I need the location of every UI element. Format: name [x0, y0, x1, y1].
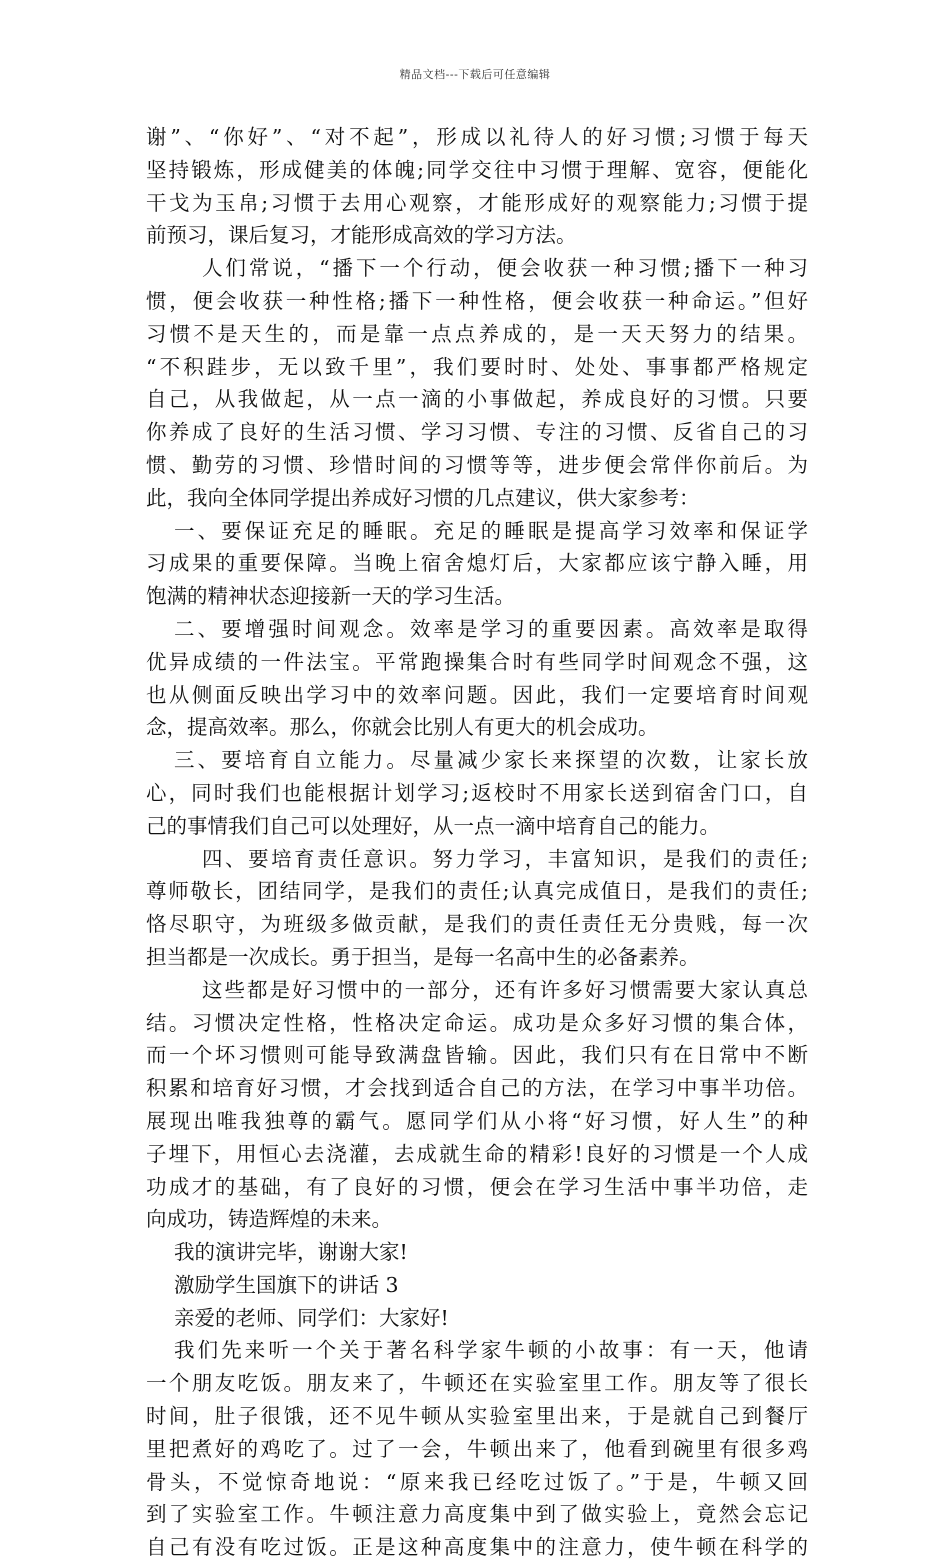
text-line: 坚持锻炼，形成健美的体魄;同学交往中习惯于理解、宽容，便能化 — [146, 157, 808, 182]
text-line: 子埋下，用恒心去浇灌，去成就生命的精彩!良好的习惯是一个人成 — [146, 1141, 808, 1166]
text-line: 里把煮好的鸡吃了。过了一会，牛顿出来了，他看到碗里有很多鸡 — [146, 1436, 808, 1461]
text-line: 习成果的重要保障。当晚上宿舍熄灯后，大家都应该宁静入睡，用 — [146, 551, 808, 576]
text-line: 习惯不是天生的，而是靠一点点养成的，是一天天努力的结果。 — [146, 321, 808, 346]
text-line: 惯，便会收获一种性格;播下一种性格，便会收获一种命运。”但好 — [146, 288, 808, 313]
text-line: 饱满的精神状态迎接新一天的学习生活。 — [146, 584, 515, 609]
text-line: 我的演讲完毕，谢谢大家! — [174, 1240, 408, 1265]
text-line: 我们先来听一个关于著名科学家牛顿的小故事：有一天，他请 — [174, 1338, 808, 1363]
text-line: 自己有没有吃过饭。正是这种高度集中的注意力，使牛顿在科学的 — [146, 1535, 808, 1560]
text-line: 亲爱的老师、同学们：大家好! — [174, 1305, 449, 1330]
text-line: 这些都是好习惯中的一部分，还有许多好习惯需要大家认真总 — [202, 977, 808, 1002]
text-line: 向成功，铸造辉煌的未来。 — [146, 1207, 392, 1232]
text-line: 此，我向全体同学提出养成好习惯的几点建议，供大家参考： — [146, 485, 700, 510]
text-line: 谢”、“你好”、“对不起”，形成以礼待人的好习惯;习惯于每天 — [146, 125, 808, 149]
text-line: 到了实验室工作。牛顿注意力高度集中到了做实验上，竟然会忘记 — [146, 1502, 808, 1527]
text-line: 你养成了良好的生活习惯、学习习惯、专注的习惯、反省自己的习 — [146, 420, 808, 445]
document-body — [146, 121, 808, 1564]
text-line: 结。习惯决定性格，性格决定命运。成功是众多好习惯的集合体， — [146, 1010, 808, 1035]
text-line: 三、要培育自立能力。尽量减少家长来探望的次数，让家长放 — [174, 748, 808, 773]
page-header: 精品文档---下载后可任意编辑 — [399, 68, 551, 81]
text-line: 优异成绩的一件法宝。平常跑操集合时有些同学时间观念不强，这 — [146, 649, 808, 674]
text-line: 也从侧面反映出学习中的效率问题。因此，我们一定要培育时间观 — [146, 682, 808, 707]
text-line: 担当都是一次成长。勇于担当，是每一名高中生的必备素养。 — [146, 944, 700, 969]
text-line: 时间，肚子很饿，还不见牛顿从实验室里出来，于是就自己到餐厅 — [146, 1404, 808, 1429]
text-line: 心，同时我们也能根据计划学习;返校时不用家长送到宿舍门口，自 — [146, 780, 808, 805]
text-line: 功成才的基础，有了良好的习惯，便会在学习生活中事半功倍，走 — [146, 1174, 808, 1199]
text-line: 人们常说，“播下一个行动，便会收获一种习惯;播下一种习 — [202, 256, 808, 281]
text-line: 一个朋友吃饭。朋友来了，牛顿还在实验室里工作。朋友等了很长 — [146, 1371, 808, 1396]
text-line: “不积跬步，无以致千里”，我们要时时、处处、事事都严格规定 — [146, 354, 808, 379]
text-line: 二、要增强时间观念。效率是学习的重要因素。高效率是取得 — [174, 616, 808, 641]
text-line: 干戈为玉帛;习惯于去用心观察，才能形成好的观察能力;习惯于提 — [146, 190, 808, 215]
text-line: 一、要保证充足的睡眠。充足的睡眠是提高学习效率和保证学 — [174, 518, 808, 543]
text-line: 前预习，课后复习，才能形成高效的学习方法。 — [146, 223, 577, 248]
text-line: 念，提高效率。那么，你就会比别人有更大的机会成功。 — [146, 715, 659, 740]
text-line: 尊师敬长，团结同学，是我们的责任;认真完成值日，是我们的责任; — [146, 879, 808, 904]
text-line: 恪尽职守，为班级多做贡献，是我们的责任责任无分贵贱，每一次 — [146, 912, 808, 937]
text-line: 展现出唯我独尊的霸气。愿同学们从小将“好习惯，好人生”的种 — [146, 1108, 808, 1133]
text-line: 骨头，不觉惊奇地说：“原来我已经吃过饭了。”于是，牛顿又回 — [146, 1469, 808, 1494]
text-line: 己的事情我们自己可以处理好，从一点一滴中培育自己的能力。 — [146, 813, 720, 838]
text-line: 自己，从我做起，从一点一滴的小事做起，养成良好的习惯。只要 — [146, 387, 808, 412]
text-line: 四、要培育责任意识。努力学习，丰富知识，是我们的责任; — [202, 846, 808, 871]
text-line: 积累和培育好习惯，才会找到适合自己的方法，在学习中事半功倍。 — [146, 1076, 808, 1101]
text-line: 激励学生国旗下的讲话 3 — [174, 1272, 399, 1297]
text-line: 而一个坏习惯则可能导致满盘皆输。因此，我们只有在日常中不断 — [146, 1043, 808, 1068]
text-line: 惯、勤劳的习惯、珍惜时间的习惯等等，进步便会常伴你前后。为 — [146, 452, 808, 477]
